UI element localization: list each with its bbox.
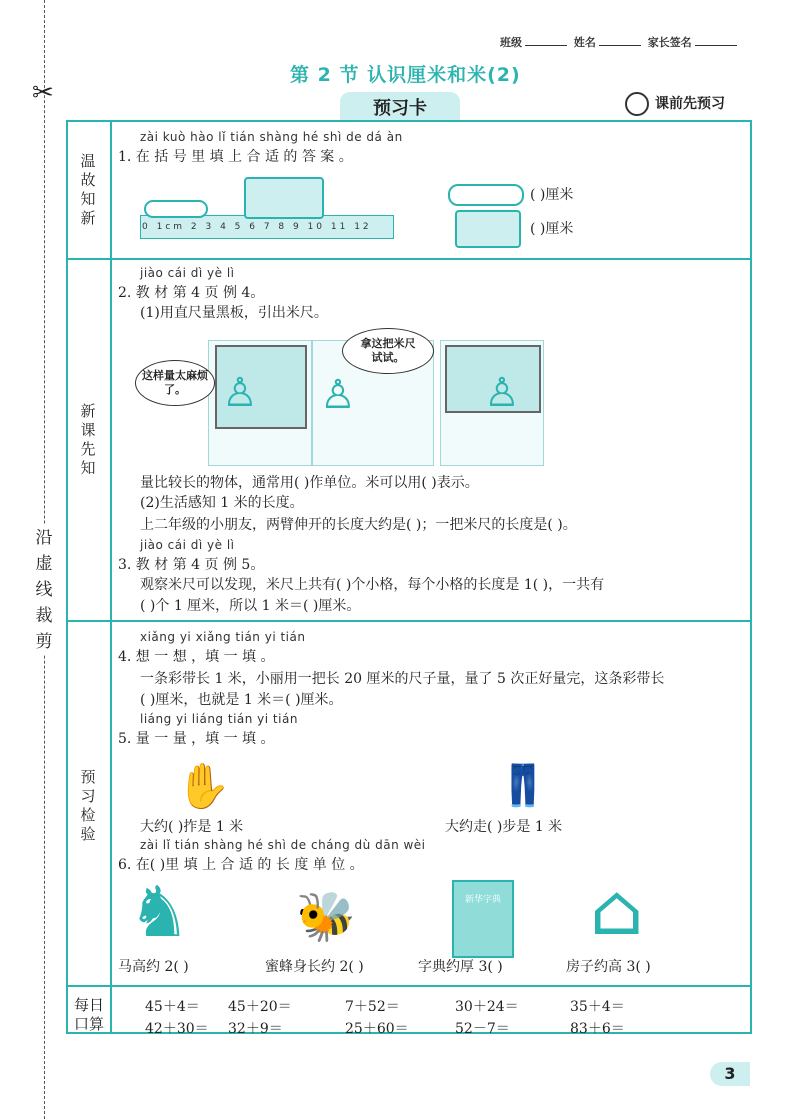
q6-item-bee: 蜜蜂身长约 2( ): [265, 959, 364, 975]
q4-line2: ( )厘米，也就是 1 米＝( )厘米。: [140, 692, 343, 708]
separator: [66, 258, 750, 260]
calc-item[interactable]: 42＋30＝: [145, 1021, 209, 1037]
q3-line2: ( )个 1 厘米，所以 1 米＝( )厘米。: [140, 598, 361, 614]
calc-item[interactable]: 35＋4＝: [570, 999, 625, 1015]
cut-instruction: 沿虚线裁剪: [30, 525, 58, 655]
q1-text: 1. 在 括 号 里 填 上 合 适 的 答 案 。: [118, 149, 353, 165]
parent-label: 家长签名: [647, 36, 692, 49]
student-info: [500, 34, 740, 50]
paperclip-icon: [144, 200, 208, 218]
q5-pinyin: liáng yi liáng tián yi tián: [140, 712, 298, 726]
paperclip-icon: [448, 184, 524, 206]
q3-pinyin: jiào cái dì yè lì: [140, 538, 235, 552]
parent-blank[interactable]: [695, 45, 737, 46]
q5-span-text: 大约( )拃是 1 米: [140, 819, 244, 835]
boy-icon: ♙: [222, 370, 258, 416]
separator: [66, 985, 750, 987]
preview-label-group: [625, 92, 725, 116]
dictionary-icon: [452, 880, 514, 958]
q6-item-dictionary: 字典约厚 3( ): [418, 959, 503, 975]
label-column: [66, 120, 112, 1032]
section-label-check: 预习检验: [80, 768, 96, 843]
q6-item-house: 房子约高 3( ): [566, 959, 651, 975]
section-label-new: 新课先知: [80, 402, 96, 477]
q2-sub2: (2)生活感知 1 米的长度。: [140, 495, 304, 511]
q2-sub1: (1)用直尺量黑板，引出米尺。: [140, 305, 328, 321]
calc-item[interactable]: 7＋52＝: [345, 999, 400, 1015]
speech-bubble-right: 拿这把米尺试试。: [342, 328, 434, 374]
q4-text: 4. 想 一 想 ，填 一 填 。: [118, 649, 275, 665]
q4-pinyin: xiǎng yi xiǎng tián yi tián: [140, 630, 306, 644]
section-label-review: 温故知新: [80, 152, 96, 227]
girl-icon: ♙: [320, 372, 356, 418]
q2-text: 2. 教 材 第 4 页 例 4。: [118, 285, 265, 301]
dictionary-label: 新华字典: [464, 895, 501, 905]
house-icon: ⌂: [590, 869, 644, 951]
boy-measuring-icon: ♙: [484, 370, 520, 416]
name-blank[interactable]: [599, 45, 641, 46]
speech-bubble-left: 这样量太麻烦了。: [135, 360, 215, 406]
calc-item[interactable]: 25＋60＝: [345, 1021, 409, 1037]
hand-span-icon: ✋: [176, 761, 231, 812]
q1-pinyin: zài kuò hào lǐ tián shàng hé shì de dá àn: [140, 130, 403, 144]
card-title: 预习卡: [373, 98, 427, 119]
horse-icon: ♞: [128, 871, 191, 953]
q5-step-text: 大约走( )步是 1 米: [445, 819, 563, 835]
eraser-icon: [244, 177, 324, 219]
calc-item[interactable]: 52－7＝: [455, 1021, 510, 1037]
q6-text: 6. 在( )里 填 上 合 适 的 长 度 单 位 。: [118, 857, 364, 873]
bee-icon: 🐝: [296, 889, 356, 945]
ruler-ticks: 0 1cm 2 3 4 5 6 7 8 9 10 11 12: [142, 222, 372, 232]
section-title: 第 2 节 认识厘米和米(2): [290, 64, 521, 86]
calc-item[interactable]: 83＋6＝: [570, 1021, 625, 1037]
name-label: 姓名: [573, 36, 596, 49]
walking-legs-icon: 👖: [498, 763, 548, 809]
q6-item-horse: 马高约 2( ): [118, 959, 189, 975]
q1-answer-2[interactable]: ( )厘米: [530, 221, 574, 237]
page-number: 3: [710, 1062, 750, 1086]
calc-item[interactable]: 32＋9＝: [228, 1021, 283, 1037]
q5-text: 5. 量 一 量 ，填 一 填 。: [118, 731, 275, 747]
q2-line2: 上二年级的小朋友，两臂伸开的长度大约是( )；一把米尺的长度是( )。: [140, 517, 577, 533]
q6-pinyin: zài lǐ tián shàng hé shì de cháng dù dān wèi: [140, 838, 426, 852]
scissors-icon: ✂: [32, 78, 54, 108]
separator: [66, 620, 750, 622]
class-blank[interactable]: [525, 45, 567, 46]
eraser-icon: [455, 210, 521, 248]
q4-line1: 一条彩带长 1 米，小丽用一把长 20 厘米的尺子量，量了 5 次正好量完，这条彩带长: [140, 671, 665, 687]
alarm-clock-icon: [625, 92, 649, 116]
q3-text: 3. 教 材 第 4 页 例 5。: [118, 557, 265, 573]
q1-answer-1[interactable]: ( )厘米: [530, 187, 574, 203]
q2-line1: 量比较长的物体，通常用( )作单位。米可以用( )表示。: [140, 475, 479, 491]
preview-label: 课前先预习: [655, 96, 725, 112]
calc-item[interactable]: 45＋4＝: [145, 999, 200, 1015]
section-label-daily: 每日口算: [73, 996, 104, 1033]
q3-line1: 观察米尺可以发现，米尺上共有( )个小格，每个小格的长度是 1( )，一共有: [140, 577, 605, 593]
q2-pinyin: jiào cái dì yè lì: [140, 266, 235, 280]
calc-item[interactable]: 30＋24＝: [455, 999, 519, 1015]
class-label: 班级: [500, 36, 522, 49]
calc-item[interactable]: 45＋20＝: [228, 999, 292, 1015]
